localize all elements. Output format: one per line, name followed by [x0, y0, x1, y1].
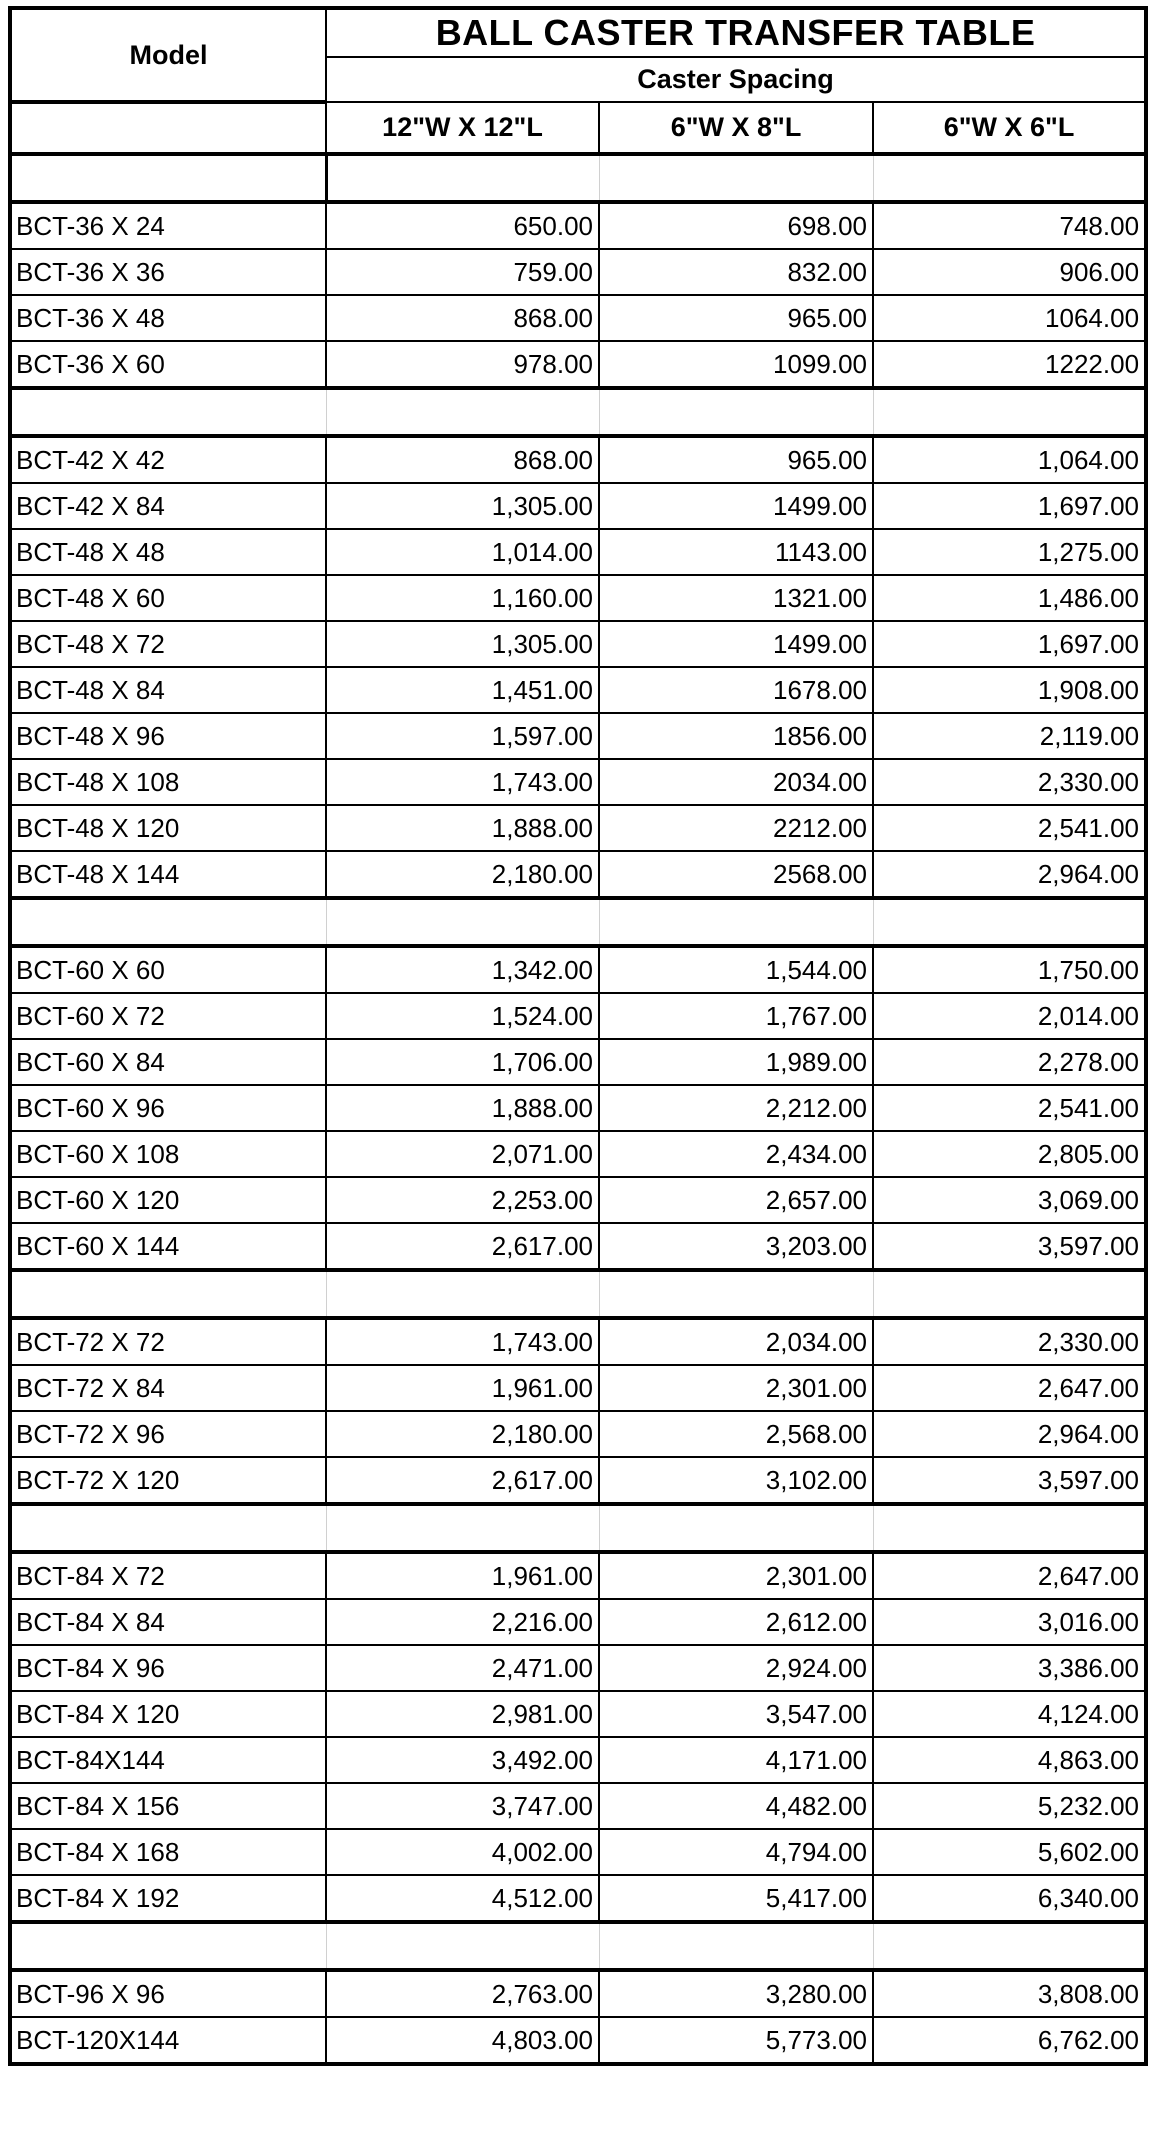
- model-cell: BCT-60 X 120: [10, 1177, 326, 1223]
- price-12x12-cell: 2,253.00: [326, 1177, 599, 1223]
- price-6x6-cell: 3,597.00: [873, 1457, 1146, 1504]
- group-separator-row: [10, 1922, 1146, 1970]
- model-cell: BCT-60 X 72: [10, 993, 326, 1039]
- table-row: [10, 1039, 1146, 1085]
- table-row: [10, 1411, 1146, 1457]
- table-row: [10, 2017, 1146, 2064]
- model-cell: BCT-36 X 24: [10, 202, 326, 249]
- separator-cell: [873, 388, 1146, 436]
- separator-cell: [10, 898, 326, 946]
- model-cell: BCT-48 X 72: [10, 621, 326, 667]
- price-6x8-cell: 1,989.00: [599, 1039, 873, 1085]
- price-12x12-cell: 1,160.00: [326, 575, 599, 621]
- separator-cell: [10, 1922, 326, 1970]
- table-row: [10, 713, 1146, 759]
- table-row: [10, 295, 1146, 341]
- price-6x6-cell: 2,541.00: [873, 1085, 1146, 1131]
- price-6x6-cell: 4,124.00: [873, 1691, 1146, 1737]
- table-row: [10, 529, 1146, 575]
- table-row: [10, 1223, 1146, 1270]
- price-12x12-cell: 1,305.00: [326, 483, 599, 529]
- group-separator-row: [10, 898, 1146, 946]
- model-cell: BCT-84 X 156: [10, 1783, 326, 1829]
- table-row: [10, 1737, 1146, 1783]
- price-6x8-cell: 1678.00: [599, 667, 873, 713]
- model-cell: BCT-36 X 48: [10, 295, 326, 341]
- table-row: [10, 1783, 1146, 1829]
- price-6x8-cell: 2,924.00: [599, 1645, 873, 1691]
- price-12x12-cell: 1,743.00: [326, 1318, 599, 1365]
- price-6x6-cell: 3,016.00: [873, 1599, 1146, 1645]
- price-6x6-cell: 1,697.00: [873, 483, 1146, 529]
- caster-spacing-header: Caster Spacing: [326, 57, 1146, 102]
- price-12x12-cell: 1,706.00: [326, 1039, 599, 1085]
- price-6x6-cell: 2,541.00: [873, 805, 1146, 851]
- model-cell: BCT-60 X 96: [10, 1085, 326, 1131]
- table-row: [10, 1085, 1146, 1131]
- ball-caster-transfer-table: [8, 6, 1148, 2066]
- separator-cell: [599, 1504, 873, 1552]
- price-6x8-cell: 2,657.00: [599, 1177, 873, 1223]
- price-12x12-cell: 1,743.00: [326, 759, 599, 805]
- model-cell: BCT-42 X 42: [10, 436, 326, 483]
- table-body: [10, 154, 1146, 2064]
- price-12x12-cell: 2,617.00: [326, 1223, 599, 1270]
- price-12x12-cell: 2,981.00: [326, 1691, 599, 1737]
- model-cell: BCT-60 X 108: [10, 1131, 326, 1177]
- price-12x12-cell: 1,888.00: [326, 1085, 599, 1131]
- price-6x8-cell: 3,547.00: [599, 1691, 873, 1737]
- price-6x8-cell: 2034.00: [599, 759, 873, 805]
- model-cell: BCT-36 X 36: [10, 249, 326, 295]
- price-12x12-cell: 759.00: [326, 249, 599, 295]
- price-6x6-cell: 1222.00: [873, 341, 1146, 388]
- column-header-6x6: 6"W X 6"L: [873, 102, 1146, 154]
- price-6x8-cell: 2,301.00: [599, 1365, 873, 1411]
- table-row: [10, 1131, 1146, 1177]
- model-cell: BCT-60 X 84: [10, 1039, 326, 1085]
- price-6x6-cell: 3,386.00: [873, 1645, 1146, 1691]
- price-6x8-cell: 1143.00: [599, 529, 873, 575]
- model-cell: BCT-48 X 48: [10, 529, 326, 575]
- table-row: [10, 621, 1146, 667]
- model-cell: BCT-48 X 108: [10, 759, 326, 805]
- price-6x8-cell: 1499.00: [599, 621, 873, 667]
- model-cell: BCT-72 X 72: [10, 1318, 326, 1365]
- price-6x8-cell: 2,301.00: [599, 1552, 873, 1599]
- price-6x8-cell: 965.00: [599, 436, 873, 483]
- price-6x6-cell: 1,275.00: [873, 529, 1146, 575]
- price-6x8-cell: 5,417.00: [599, 1875, 873, 1922]
- table-row: [10, 851, 1146, 898]
- table-row: [10, 341, 1146, 388]
- separator-cell: [10, 388, 326, 436]
- table-row: [10, 993, 1146, 1039]
- group-separator-row: [10, 388, 1146, 436]
- table-row: [10, 1552, 1146, 1599]
- model-cell: BCT-84 X 192: [10, 1875, 326, 1922]
- separator-cell: [10, 1270, 326, 1318]
- price-6x6-cell: 748.00: [873, 202, 1146, 249]
- price-6x6-cell: 3,069.00: [873, 1177, 1146, 1223]
- price-6x8-cell: 3,203.00: [599, 1223, 873, 1270]
- price-6x8-cell: 2,212.00: [599, 1085, 873, 1131]
- price-6x8-cell: 1099.00: [599, 341, 873, 388]
- price-6x8-cell: 2212.00: [599, 805, 873, 851]
- separator-cell: [326, 898, 599, 946]
- price-6x6-cell: 3,597.00: [873, 1223, 1146, 1270]
- price-6x8-cell: 5,773.00: [599, 2017, 873, 2064]
- price-12x12-cell: 2,180.00: [326, 1411, 599, 1457]
- model-cell: BCT-60 X 144: [10, 1223, 326, 1270]
- price-6x6-cell: 2,964.00: [873, 851, 1146, 898]
- table-row: [10, 1365, 1146, 1411]
- price-6x6-cell: 5,232.00: [873, 1783, 1146, 1829]
- model-cell: BCT-72 X 120: [10, 1457, 326, 1504]
- price-6x8-cell: 965.00: [599, 295, 873, 341]
- price-12x12-cell: 1,342.00: [326, 946, 599, 993]
- table-row: [10, 436, 1146, 483]
- table-title: BALL CASTER TRANSFER TABLE: [326, 8, 1146, 57]
- price-12x12-cell: 868.00: [326, 295, 599, 341]
- model-cell: BCT-84 X 96: [10, 1645, 326, 1691]
- table-row: [10, 759, 1146, 805]
- separator-cell: [599, 1270, 873, 1318]
- price-12x12-cell: 1,888.00: [326, 805, 599, 851]
- price-6x8-cell: 2568.00: [599, 851, 873, 898]
- price-6x6-cell: 1,064.00: [873, 436, 1146, 483]
- price-6x6-cell: 4,863.00: [873, 1737, 1146, 1783]
- price-6x8-cell: 4,794.00: [599, 1829, 873, 1875]
- price-6x8-cell: 832.00: [599, 249, 873, 295]
- separator-cell: [599, 388, 873, 436]
- price-12x12-cell: 2,471.00: [326, 1645, 599, 1691]
- price-12x12-cell: 4,512.00: [326, 1875, 599, 1922]
- price-12x12-cell: 2,617.00: [326, 1457, 599, 1504]
- table-row: [10, 1829, 1146, 1875]
- table-row: [10, 1875, 1146, 1922]
- model-cell: BCT-60 X 60: [10, 946, 326, 993]
- model-cell: BCT-120X144: [10, 2017, 326, 2064]
- table-header: [10, 8, 1146, 154]
- price-6x8-cell: 1,544.00: [599, 946, 873, 993]
- separator-cell: [599, 1922, 873, 1970]
- price-12x12-cell: 1,597.00: [326, 713, 599, 759]
- price-6x8-cell: 1,767.00: [599, 993, 873, 1039]
- group-separator-row: [10, 154, 1146, 202]
- price-6x6-cell: 6,762.00: [873, 2017, 1146, 2064]
- price-table-sheet: [8, 6, 1144, 2124]
- model-cell: BCT-48 X 60: [10, 575, 326, 621]
- price-6x6-cell: 906.00: [873, 249, 1146, 295]
- separator-cell: [10, 154, 326, 202]
- model-header-spacer: [10, 102, 326, 154]
- separator-cell: [873, 1270, 1146, 1318]
- table-row: [10, 202, 1146, 249]
- price-6x8-cell: 698.00: [599, 202, 873, 249]
- price-6x6-cell: 1064.00: [873, 295, 1146, 341]
- model-cell: BCT-84 X 168: [10, 1829, 326, 1875]
- price-6x6-cell: 1,486.00: [873, 575, 1146, 621]
- price-6x8-cell: 1499.00: [599, 483, 873, 529]
- separator-cell: [326, 1922, 599, 1970]
- model-cell: BCT-96 X 96: [10, 1970, 326, 2017]
- model-cell: BCT-36 X 60: [10, 341, 326, 388]
- table-row: [10, 1970, 1146, 2017]
- price-12x12-cell: 3,747.00: [326, 1783, 599, 1829]
- separator-cell: [873, 1922, 1146, 1970]
- price-6x6-cell: 2,014.00: [873, 993, 1146, 1039]
- price-6x6-cell: 2,330.00: [873, 759, 1146, 805]
- table-row: [10, 575, 1146, 621]
- price-6x6-cell: 2,647.00: [873, 1365, 1146, 1411]
- model-column-header: Model: [10, 8, 326, 102]
- price-12x12-cell: 4,002.00: [326, 1829, 599, 1875]
- price-12x12-cell: 2,071.00: [326, 1131, 599, 1177]
- separator-cell: [10, 1504, 326, 1552]
- price-12x12-cell: 868.00: [326, 436, 599, 483]
- separator-cell: [326, 1270, 599, 1318]
- model-cell: BCT-72 X 96: [10, 1411, 326, 1457]
- table-row: [10, 483, 1146, 529]
- price-12x12-cell: 1,014.00: [326, 529, 599, 575]
- price-6x6-cell: 1,697.00: [873, 621, 1146, 667]
- price-6x8-cell: 4,482.00: [599, 1783, 873, 1829]
- model-cell: BCT-48 X 120: [10, 805, 326, 851]
- model-cell: BCT-42 X 84: [10, 483, 326, 529]
- table-row: [10, 805, 1146, 851]
- price-12x12-cell: 3,492.00: [326, 1737, 599, 1783]
- price-6x6-cell: 2,647.00: [873, 1552, 1146, 1599]
- price-6x6-cell: 3,808.00: [873, 1970, 1146, 2017]
- table-row: [10, 1177, 1146, 1223]
- table-row: [10, 1645, 1146, 1691]
- price-6x6-cell: 6,340.00: [873, 1875, 1146, 1922]
- price-6x6-cell: 5,602.00: [873, 1829, 1146, 1875]
- model-cell: BCT-84 X 84: [10, 1599, 326, 1645]
- table-row: [10, 249, 1146, 295]
- price-6x8-cell: 2,612.00: [599, 1599, 873, 1645]
- model-cell: BCT-84 X 120: [10, 1691, 326, 1737]
- model-cell: BCT-84X144: [10, 1737, 326, 1783]
- model-cell: BCT-48 X 144: [10, 851, 326, 898]
- model-cell: BCT-72 X 84: [10, 1365, 326, 1411]
- price-12x12-cell: 2,216.00: [326, 1599, 599, 1645]
- column-header-6x8: 6"W X 8"L: [599, 102, 873, 154]
- price-12x12-cell: 1,961.00: [326, 1365, 599, 1411]
- table-row: [10, 1318, 1146, 1365]
- column-header-12x12: 12"W X 12"L: [326, 102, 599, 154]
- separator-cell: [873, 1504, 1146, 1552]
- price-12x12-cell: 978.00: [326, 341, 599, 388]
- model-cell: BCT-48 X 96: [10, 713, 326, 759]
- price-6x8-cell: 2,568.00: [599, 1411, 873, 1457]
- price-12x12-cell: 2,763.00: [326, 1970, 599, 2017]
- table-row: [10, 1457, 1146, 1504]
- separator-cell: [326, 388, 599, 436]
- table-row: [10, 946, 1146, 993]
- model-cell: BCT-48 X 84: [10, 667, 326, 713]
- price-6x8-cell: 3,280.00: [599, 1970, 873, 2017]
- price-6x6-cell: 2,964.00: [873, 1411, 1146, 1457]
- group-separator-row: [10, 1270, 1146, 1318]
- price-12x12-cell: 1,305.00: [326, 621, 599, 667]
- price-6x8-cell: 2,034.00: [599, 1318, 873, 1365]
- separator-cell: [599, 154, 873, 202]
- price-6x8-cell: 1856.00: [599, 713, 873, 759]
- price-12x12-cell: 4,803.00: [326, 2017, 599, 2064]
- table-row: [10, 1599, 1146, 1645]
- price-12x12-cell: 650.00: [326, 202, 599, 249]
- separator-cell: [873, 154, 1146, 202]
- price-12x12-cell: 1,524.00: [326, 993, 599, 1039]
- price-6x8-cell: 1321.00: [599, 575, 873, 621]
- price-6x6-cell: 2,278.00: [873, 1039, 1146, 1085]
- price-6x6-cell: 1,750.00: [873, 946, 1146, 993]
- price-6x6-cell: 2,119.00: [873, 713, 1146, 759]
- price-6x6-cell: 1,908.00: [873, 667, 1146, 713]
- group-separator-row: [10, 1504, 1146, 1552]
- separator-cell: [326, 154, 599, 202]
- price-12x12-cell: 2,180.00: [326, 851, 599, 898]
- separator-cell: [326, 1504, 599, 1552]
- table-row: [10, 667, 1146, 713]
- separator-cell: [599, 898, 873, 946]
- price-6x8-cell: 4,171.00: [599, 1737, 873, 1783]
- separator-cell: [873, 898, 1146, 946]
- model-cell: BCT-84 X 72: [10, 1552, 326, 1599]
- price-12x12-cell: 1,451.00: [326, 667, 599, 713]
- price-6x6-cell: 2,805.00: [873, 1131, 1146, 1177]
- table-row: [10, 1691, 1146, 1737]
- price-6x8-cell: 2,434.00: [599, 1131, 873, 1177]
- price-6x8-cell: 3,102.00: [599, 1457, 873, 1504]
- price-12x12-cell: 1,961.00: [326, 1552, 599, 1599]
- price-6x6-cell: 2,330.00: [873, 1318, 1146, 1365]
